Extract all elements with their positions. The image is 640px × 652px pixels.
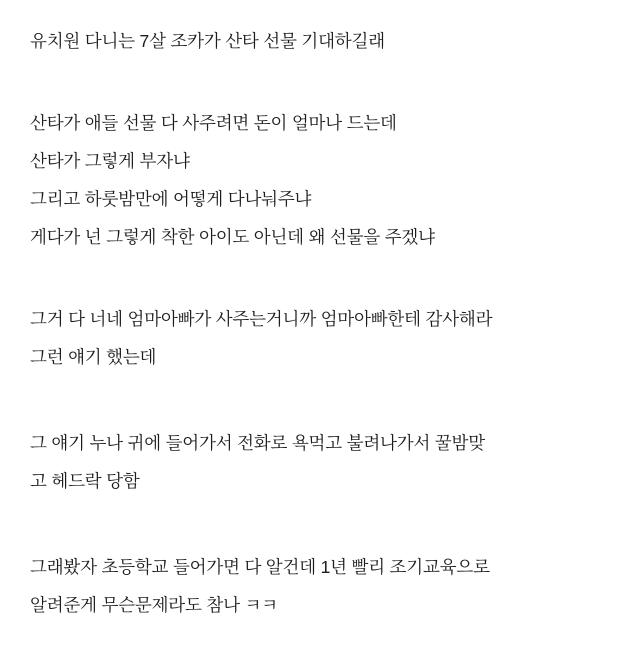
text-line: 그 얘기 누나 귀에 들어가서 전화로 욕먹고 불려나가서 꿀밤맞 xyxy=(30,433,485,453)
paragraph-spacer xyxy=(30,500,614,548)
text-line: 알려준게 무슨문제라도 참나 ㅋㅋ xyxy=(30,595,278,615)
paragraph-block-5 xyxy=(30,548,614,624)
paragraph-block-3 xyxy=(30,300,614,376)
paragraph-spacer xyxy=(30,376,614,424)
text-line: 고 헤드락 당함 xyxy=(30,471,140,491)
text-line: 산타가 애들 선물 다 사주려면 돈이 얼마나 드는데 xyxy=(30,113,397,133)
text-line: 산타가 그렇게 부자냐 xyxy=(30,151,190,171)
text-line: 게다가 넌 그렇게 착한 아이도 아닌데 왜 선물을 주겠냐 xyxy=(30,227,435,247)
paragraph-spacer xyxy=(30,256,614,300)
paragraph-block-2 xyxy=(30,104,614,256)
paragraph-block-4 xyxy=(30,424,614,500)
text-line: 그거 다 너네 엄마아빠가 사주는거니까 엄마아빠한테 감사해라 xyxy=(30,309,493,329)
paragraph-spacer xyxy=(30,60,614,104)
text-line: 그런 얘기 했는데 xyxy=(30,347,157,367)
paragraph-block-1 xyxy=(30,22,614,60)
text-line: 그래봤자 초등학교 들어가면 다 알건데 1년 빨리 조기교육으로 xyxy=(30,557,490,577)
text-line: 유치원 다니는 7살 조카가 산타 선물 기대하길래 xyxy=(30,31,385,51)
text-line: 그리고 하룻밤만에 어떻게 다나눠주냐 xyxy=(30,189,312,209)
